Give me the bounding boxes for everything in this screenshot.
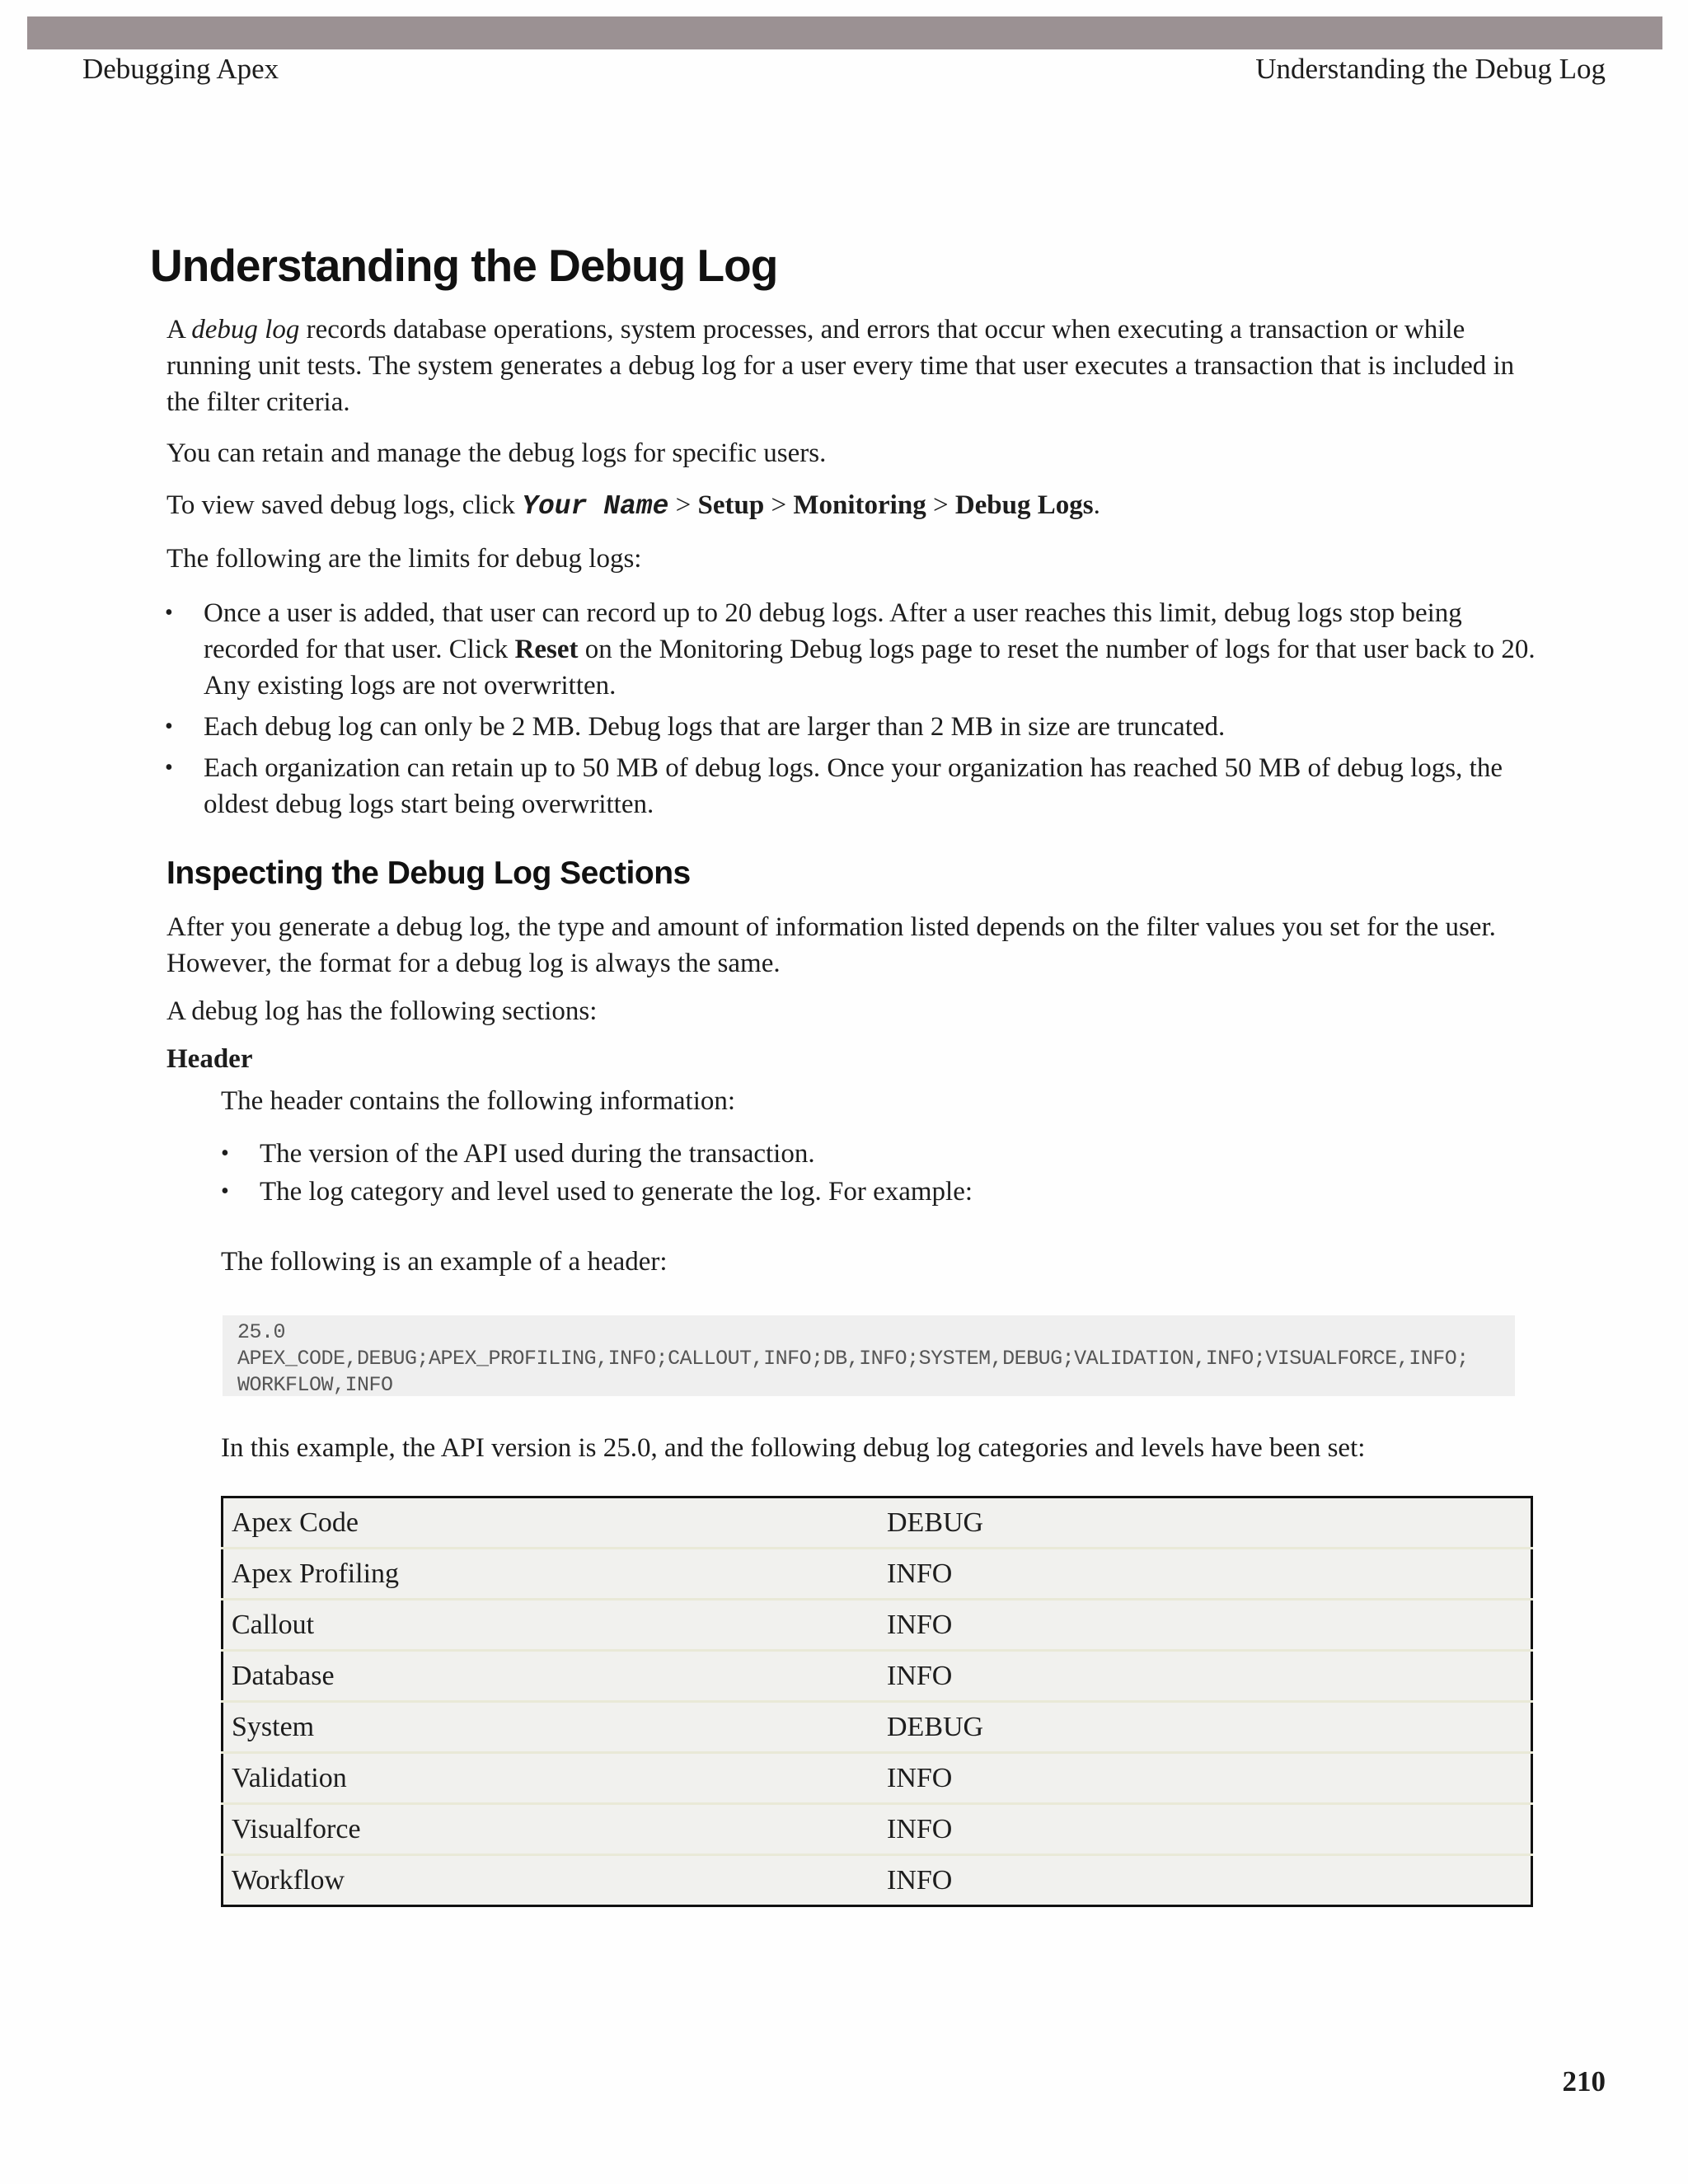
- page-number: 210: [1562, 2065, 1606, 2097]
- level-cell: INFO: [879, 1651, 1532, 1702]
- list-item: • Each organization can retain up to 50 MB of debug logs. Once your organization has reached 50 MB of debug logs, the oldest debug logs start being overwritten.: [165, 750, 1558, 823]
- section-heading: Inspecting the Debug Log Sections: [166, 855, 691, 891]
- retain-paragraph: You can retain and manage the debug logs for specific users.: [166, 438, 827, 468]
- debug-log-term: debug log: [191, 315, 300, 344]
- table-row: [223, 1804, 1532, 1855]
- category-cell: Workflow: [232, 1864, 345, 1896]
- category-cell: Apex Profiling: [223, 1549, 879, 1600]
- header-term: Header: [166, 1044, 253, 1074]
- table-row: [223, 1855, 1532, 1906]
- list-item: • The log category and level used to generate the log. For example:: [221, 1174, 1540, 1210]
- level-cell: DEBUG: [879, 1702, 1532, 1753]
- level-cell: INFO: [879, 1753, 1532, 1804]
- category-cell: System: [223, 1702, 879, 1753]
- table-row: [223, 1702, 1532, 1753]
- category-cell: Apex Code: [223, 1497, 879, 1549]
- top-bar: [27, 16, 1662, 49]
- example-explanation: In this example, the API version is 25.0, and the following debug log categories and levels have been set:: [221, 1433, 1366, 1463]
- intro-paragraph: A debug log records database operations, system processes, and errors that occur when executing a transaction or while running unit tests. The system generates a debug log for a user every time that user executes a transaction that is included in the filter criteria.: [166, 315, 1515, 417]
- reset-label: Reset: [514, 635, 579, 664]
- table-row: [223, 1753, 1532, 1804]
- category-cell: Validation: [223, 1753, 879, 1804]
- header-info-list: [221, 1136, 1540, 1215]
- list-item: • Once a user is added, that user can record up to 20 debug logs. After a user reaches this limit, debug logs stop being recorded for that user. Click Reset on the Monitoring Debug logs page to reset the number of logs for that user back to 20. Any existing logs are not overwritten.: [165, 595, 1558, 704]
- table-row: [223, 1651, 1532, 1702]
- limits-list: [165, 595, 1558, 827]
- list-item: • Each debug log can only be 2 MB. Debug logs that are larger than 2 MB in size are truncated.: [165, 709, 1558, 745]
- level-cell: DEBUG: [879, 1497, 1532, 1549]
- level-cell: INFO: [879, 1600, 1532, 1651]
- running-header-left: Debugging Apex: [82, 53, 279, 85]
- debug-logs-label: Debug Logs: [954, 490, 1094, 520]
- header-description: The header contains the following information:: [221, 1086, 736, 1116]
- limits-intro: The following are the limits for debug logs:: [166, 544, 642, 574]
- code-line: APEX_CODE,DEBUG;APEX_PROFILING,INFO;CALLOUT,INFO;DB,INFO;SYSTEM,DEBUG;VALIDATION,INFO;VISUALFORCE,INFO;: [237, 1347, 1469, 1371]
- code-line: WORKFLOW,INFO: [237, 1373, 393, 1397]
- example-intro: The following is an example of a header:: [221, 1247, 668, 1277]
- level-cell: INFO: [879, 1804, 1532, 1855]
- category-cell: Callout: [223, 1600, 879, 1651]
- level-cell: INFO: [879, 1549, 1532, 1600]
- category-cell: Visualforce: [223, 1804, 879, 1855]
- page-title: Understanding the Debug Log: [150, 240, 778, 291]
- table-row: [223, 1497, 1532, 1549]
- section-paragraph: After you generate a debug log, the type and amount of information listed depends on the filter values you set for the user. However, the format for a debug log is always the same.: [166, 912, 1496, 978]
- setup-label: Setup: [697, 490, 765, 520]
- monitoring-label: Monitoring: [793, 490, 926, 520]
- level-cell: INFO: [887, 1864, 953, 1896]
- navigation-paragraph: To view saved debug logs, click Your Name > Setup > Monitoring > Debug Logs.: [166, 490, 1100, 522]
- log-levels-table: [221, 1496, 1533, 1907]
- list-item: • The version of the API used during the transaction.: [221, 1136, 1540, 1172]
- header-code-example: [223, 1315, 1515, 1396]
- category-cell: Database: [223, 1651, 879, 1702]
- running-header-right: Understanding the Debug Log: [1255, 53, 1606, 85]
- table-row: [223, 1600, 1532, 1651]
- table-row: [223, 1549, 1532, 1600]
- sections-intro: A debug log has the following sections:: [166, 996, 598, 1026]
- code-line: 25.0: [237, 1320, 286, 1344]
- your-name-placeholder: Your Name: [522, 491, 669, 522]
